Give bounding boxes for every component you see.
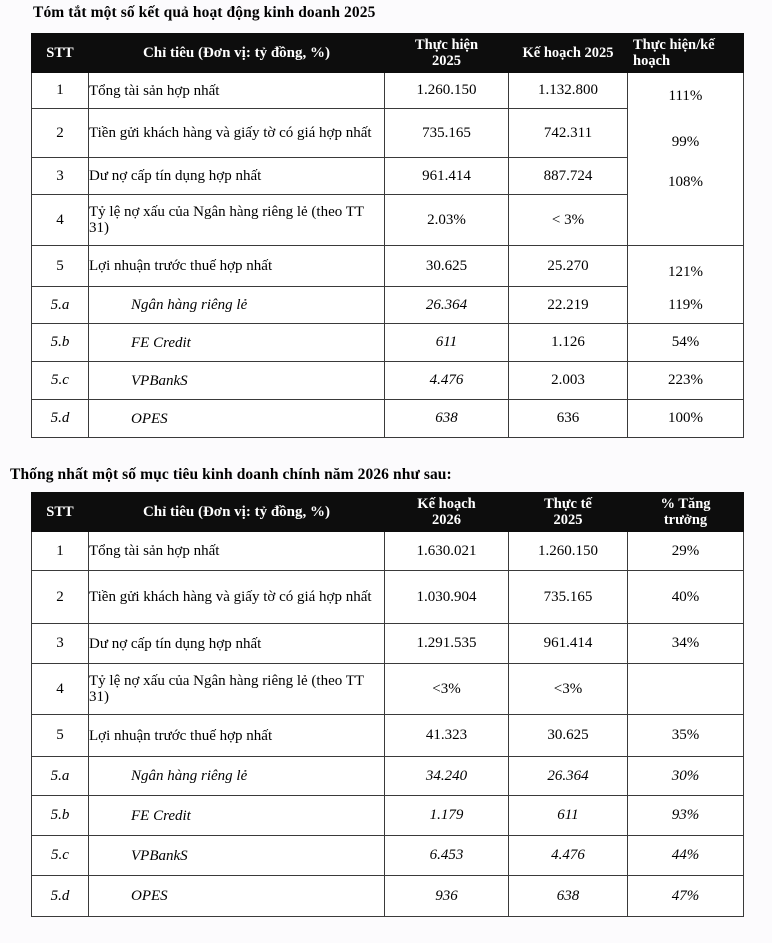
row-stt: 5.b [32, 796, 89, 836]
row-stt: 1 [32, 532, 89, 571]
row-actual-2025: 638 [385, 400, 509, 438]
table-row [32, 324, 744, 362]
row-plan-2025: 1.126 [509, 324, 628, 362]
table-row [32, 571, 744, 624]
table2-header-plan-line1: Kế hoạch [417, 496, 476, 512]
row-stt: 5.d [32, 400, 89, 438]
row-stt: 5.a [32, 757, 89, 796]
row-plan-2025: 1.132.800 [509, 73, 628, 109]
table1-header-stt: STT [32, 34, 89, 73]
table1-header-actual-line2: 2025 [432, 53, 461, 70]
row-indicator: VPBankS [89, 362, 385, 400]
row-actual-2025: 611 [509, 796, 628, 836]
table1-header-row [32, 34, 744, 73]
row-ratio: 223% [628, 362, 744, 400]
row-ratio: 121% [628, 252, 744, 293]
section2-heading: Thống nhất một số mục tiêu kinh doanh chính năm 2026 như sau: [10, 466, 452, 483]
table2-header-actual-line1: Thực tế [544, 496, 592, 512]
row-stt: 3 [32, 624, 89, 664]
table1-header-ratio-line2: hoạch [633, 53, 671, 70]
table2-header-growth [628, 493, 744, 532]
row-indicator: Tổng tài sản hợp nhất [89, 73, 385, 109]
row-plan-2026: 6.453 [385, 836, 509, 876]
row-stt: 1 [32, 73, 89, 109]
table-row [32, 796, 744, 836]
table2-header-actual-2025 [509, 493, 628, 532]
row-ratio: 119% [628, 287, 744, 324]
row-ratio: 111% [628, 79, 744, 115]
row-plan-2026: 41.323 [385, 715, 509, 757]
row-indicator: Lợi nhuận trước thuế hợp nhất [89, 246, 385, 287]
row-stt: 5 [32, 715, 89, 757]
table-row [32, 836, 744, 876]
row-ratio: 54% [628, 324, 744, 362]
row-stt: 5.b [32, 324, 89, 362]
row-stt: 5.c [32, 362, 89, 400]
row-stt: 4 [32, 664, 89, 715]
table-row [32, 664, 744, 715]
table-row [32, 246, 744, 287]
row-plan-2025: 25.270 [509, 246, 628, 287]
table-row [32, 624, 744, 664]
row-growth: 40% [628, 571, 744, 624]
row-stt: 5.a [32, 287, 89, 324]
table-row [32, 400, 744, 438]
row-plan-2026: 1.030.904 [385, 571, 509, 624]
row-ratio: 99% [628, 118, 744, 167]
section1-heading: Tóm tắt một số kết quả hoạt động kinh doanh 2025 [33, 4, 376, 21]
row-growth: 30% [628, 757, 744, 796]
table1-header-ratio [628, 34, 744, 73]
row-indicator: FE Credit [89, 324, 385, 362]
business-results-2025-table [31, 33, 744, 438]
row-indicator: OPES [89, 876, 385, 917]
table-row [32, 532, 744, 571]
row-plan-2025: 22.219 [509, 287, 628, 324]
row-indicator: VPBankS [89, 836, 385, 876]
table1-header-indicator: Chỉ tiêu (Đơn vị: tỷ đồng, %) [89, 34, 385, 73]
business-targets-2026-table [31, 492, 744, 917]
table-row [32, 158, 744, 195]
row-actual-2025: 26.364 [385, 287, 509, 324]
row-actual-2025: 611 [385, 324, 509, 362]
row-growth: 93% [628, 796, 744, 836]
row-plan-2025: 636 [509, 400, 628, 438]
table2-header-plan-2026 [385, 493, 509, 532]
row-actual-2025: 638 [509, 876, 628, 917]
table2-header-indicator: Chỉ tiêu (Đơn vị: tỷ đồng, %) [89, 493, 385, 532]
row-plan-2026: 34.240 [385, 757, 509, 796]
row-actual-2025: <3% [509, 664, 628, 715]
row-actual-2025: 4.476 [509, 836, 628, 876]
table-row [32, 757, 744, 796]
row-actual-2025: 30.625 [509, 715, 628, 757]
row-ratio: 100% [628, 400, 744, 438]
row-actual-2025: 26.364 [509, 757, 628, 796]
table1-header-plan-2025: Kế hoạch 2025 [509, 34, 628, 73]
row-actual-2025: 1.260.150 [385, 73, 509, 109]
row-growth: 34% [628, 624, 744, 664]
row-indicator: Tổng tài sản hợp nhất [89, 532, 385, 571]
row-plan-2025: 887.724 [509, 158, 628, 195]
row-actual-2025: 961.414 [509, 624, 628, 664]
row-plan-2025: 742.311 [509, 109, 628, 158]
table-row [32, 195, 744, 246]
row-actual-2025: 30.625 [385, 246, 509, 287]
table2-header-growth-line1: % Tăng [660, 496, 711, 512]
row-stt: 3 [32, 158, 89, 195]
row-indicator: Tiền gửi khách hàng và giấy tờ có giá hợp nhất [89, 109, 385, 158]
row-actual-2025: 735.165 [509, 571, 628, 624]
row-growth: 29% [628, 532, 744, 571]
row-plan-2026: 1.179 [385, 796, 509, 836]
row-ratio: 108% [628, 164, 744, 201]
table-row [32, 109, 744, 158]
row-plan-2026: 936 [385, 876, 509, 917]
row-indicator: Ngân hàng riêng lẻ [89, 287, 385, 324]
table2-header-plan-line2: 2026 [432, 512, 461, 529]
table2-header-row [32, 493, 744, 532]
row-stt: 2 [32, 109, 89, 158]
row-indicator: Ngân hàng riêng lẻ [89, 757, 385, 796]
row-plan-2026: 1.630.021 [385, 532, 509, 571]
table-row [32, 362, 744, 400]
row-actual-2025: 1.260.150 [509, 532, 628, 571]
row-growth: 47% [628, 876, 744, 917]
row-plan-2025: 2.003 [509, 362, 628, 400]
table1-header-ratio-line1: Thực hiện/kế [633, 37, 715, 53]
row-stt: 2 [32, 571, 89, 624]
row-indicator: OPES [89, 400, 385, 438]
table-row [32, 876, 744, 917]
row-ratio [628, 195, 744, 246]
row-actual-2025: 2.03% [385, 195, 509, 246]
row-stt: 5.c [32, 836, 89, 876]
table2-header-actual-line2: 2025 [553, 512, 583, 529]
row-indicator: Tiền gửi khách hàng và giấy tờ có giá hợp nhất [89, 571, 385, 624]
row-indicator: Tỷ lệ nợ xấu của Ngân hàng riêng lẻ (theo TT 31) [89, 195, 385, 246]
table-row [32, 715, 744, 757]
row-plan-2026: <3% [385, 664, 509, 715]
row-plan-2025: < 3% [509, 195, 628, 246]
row-growth [628, 664, 744, 715]
row-growth: 44% [628, 836, 744, 876]
row-indicator: Tỷ lệ nợ xấu của Ngân hàng riêng lẻ (theo TT 31) [89, 664, 385, 715]
row-stt: 5.d [32, 876, 89, 917]
table1-header-actual-line1: Thực hiện [414, 37, 479, 53]
row-plan-2026: 1.291.535 [385, 624, 509, 664]
row-stt: 5 [32, 246, 89, 287]
row-growth: 35% [628, 715, 744, 757]
row-actual-2025: 961.414 [385, 158, 509, 195]
row-indicator: Lợi nhuận trước thuế hợp nhất [89, 715, 385, 757]
row-actual-2025: 4.476 [385, 362, 509, 400]
table2-header-stt: STT [32, 493, 89, 532]
row-stt: 4 [32, 195, 89, 246]
row-indicator: FE Credit [89, 796, 385, 836]
table1-header-actual-2025 [385, 34, 509, 73]
row-indicator: Dư nợ cấp tín dụng hợp nhất [89, 624, 385, 664]
table2-header-growth-line2: trưởng [663, 512, 708, 529]
table-row [32, 73, 744, 109]
row-indicator: Dư nợ cấp tín dụng hợp nhất [89, 158, 385, 195]
row-actual-2025: 735.165 [385, 109, 509, 158]
